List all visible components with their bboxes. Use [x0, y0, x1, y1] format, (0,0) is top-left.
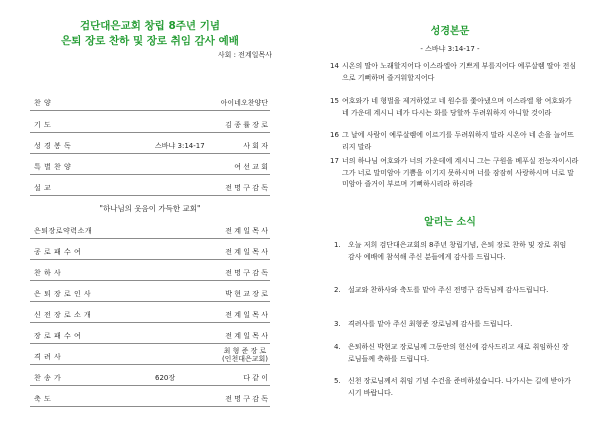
program-row: [30, 391, 270, 407]
scripture-heading: 성경본문: [430, 26, 470, 37]
program-row: [30, 244, 270, 260]
service-leader: 사 회 자: [243, 142, 268, 150]
service-leader: 아이네오찬양단: [220, 99, 268, 107]
program-item: 격 려 사: [34, 353, 62, 361]
program-leader: 전 명 구 감 독: [225, 269, 268, 277]
program-item: 은 퇴 장 로 인 사: [34, 290, 92, 298]
service-row: [30, 95, 270, 111]
program-row: [30, 328, 270, 344]
program-leader: 전 계 일 목 사: [225, 248, 268, 256]
notices-heading: 알리는 소식: [424, 217, 476, 228]
right-panel: [300, 0, 600, 424]
notice-number: 4.: [334, 343, 341, 351]
service-row: [30, 138, 270, 154]
service-leader: 전 명 구 감 독: [225, 184, 268, 192]
program-leader: 전 명 구 감 독: [225, 395, 268, 403]
verse-number: 16: [330, 131, 339, 139]
service-detail: 스바냐 3:14-17: [155, 142, 205, 150]
service-item: 특 별 찬 양: [34, 163, 72, 171]
service-row: [30, 159, 270, 175]
main-title-line-2: 은퇴 장로 찬하 및 장로 취임 감사 예배: [61, 35, 239, 47]
notice-item: [334, 342, 574, 365]
service-row: [30, 180, 270, 196]
program-item: 은퇴장로약력소개: [34, 227, 93, 235]
notice-text: 설교와 찬하사와 축도를 맡아 주신 전명구 감독님께 감사드립니다.: [348, 286, 549, 294]
notice-number: 5.: [334, 377, 341, 385]
program-item: 축 도: [34, 395, 52, 403]
verse-text: 여호와가 네 형벌을 제거하였고 네 원수를 쫓아냈으며 이스라엘 왕 여호와가 네 가운데 계시니 네가 다시는 화를 당할까 두려워하지 아니할 것이라: [342, 97, 572, 117]
program-leader: 박 현 교 장 로: [225, 290, 268, 298]
program-leader: 전 계 일 목 사: [225, 332, 268, 340]
service-leader: 김 종 률 장 로: [225, 121, 268, 129]
program-leader: 전 계 일 목 사: [225, 311, 268, 319]
verse: [330, 61, 580, 84]
notice-text: 오늘 저희 검단대은교회의 8주년 창립기념, 은퇴 장로 찬하 및 장로 취임 감사 예배에 참석해 주신 분들에게 감사를 드립니다.: [348, 241, 567, 261]
program-row: [30, 370, 270, 386]
program-leader-name: 최 형 준 장 로: [223, 347, 267, 355]
notice-number: 1.: [334, 241, 341, 249]
program-row: [30, 307, 270, 323]
notice-text: 격려사를 맡아 주신 최형준 장로님께 감사를 드립니다.: [348, 320, 513, 328]
notice-number: 2.: [334, 286, 341, 294]
program-leader-church: (인천대은교회): [221, 355, 268, 363]
service-row: [30, 117, 270, 133]
verse-number: 17: [330, 157, 339, 165]
program-leader: 다 같 이: [243, 374, 268, 382]
program-leader: 전 계 일 목 사: [225, 227, 268, 235]
program-row: [30, 349, 270, 365]
program-leader: [222, 347, 268, 363]
main-title-line-1: 검단대은교회 창립 8주년 기념: [80, 20, 220, 32]
program-detail: 620장: [155, 374, 176, 382]
notice-item: [334, 240, 574, 263]
service-item: 기 도: [34, 121, 52, 129]
notice-item: [334, 376, 574, 399]
notice-text: 신천 장로님께서 취임 기념 수건을 준비하셨습니다. 나가시는 길에 받아가시기 바랍니다.: [348, 377, 571, 397]
program-item: 장 로 패 수 여: [34, 332, 82, 340]
notice-text: 은퇴하신 박현교 장로님께 그동안의 헌신에 감사드리고 새로 취임하신 장로님들께 축하를 드립니다.: [348, 343, 569, 363]
sermon-title: "하나님의 웃음이 가득한 교회": [99, 204, 201, 213]
verse: [330, 156, 580, 191]
verse-text: 너의 하나님 여호와가 너의 가운데에 계시니 그는 구원을 베푸실 전능자이시라 그가 너로 말미암아 기쁨을 이기지 못하시며 너를 잠잠히 사랑하시며 너로 말미암아 즐거이 부르며 기뻐하시리라 하리라: [342, 157, 579, 188]
program-row: [30, 286, 270, 302]
notice-item: [334, 285, 574, 297]
program-row: [30, 223, 270, 239]
service-item: 설 교: [34, 184, 52, 192]
service-item: 찬 양: [34, 99, 52, 107]
verse: [330, 130, 580, 153]
officiant: 사회 : 전계일목사: [217, 51, 272, 59]
verse-number: 15: [330, 97, 339, 105]
verse-text: 그 날에 사람이 예루살렘에 이르기를 두려워하지 말라 시온아 네 손을 늘어뜨리지 말라: [342, 131, 574, 151]
program-item: 신 전 장 로 소 개: [34, 311, 92, 319]
verse-number: 14: [330, 62, 339, 70]
verse-text: 시온의 딸아 노래할지어다 이스라엘아 기쁘게 부를지어다 예루살렘 딸아 전심으로 기뻐하며 즐거워할지어다: [342, 62, 577, 82]
program-row: [30, 265, 270, 281]
program-item: 찬 송 가: [34, 374, 62, 382]
program-item: 공 로 패 수 여: [34, 248, 82, 256]
scripture-ref: - 스바냐 3:14-17 -: [420, 45, 480, 53]
service-item: 성 경 봉 독: [34, 142, 72, 150]
notice-item: [334, 319, 574, 331]
verse: [330, 96, 580, 119]
program-item: 찬 하 사: [34, 269, 62, 277]
notice-number: 3.: [334, 320, 341, 328]
service-leader: 여 선 교 회: [234, 163, 268, 171]
